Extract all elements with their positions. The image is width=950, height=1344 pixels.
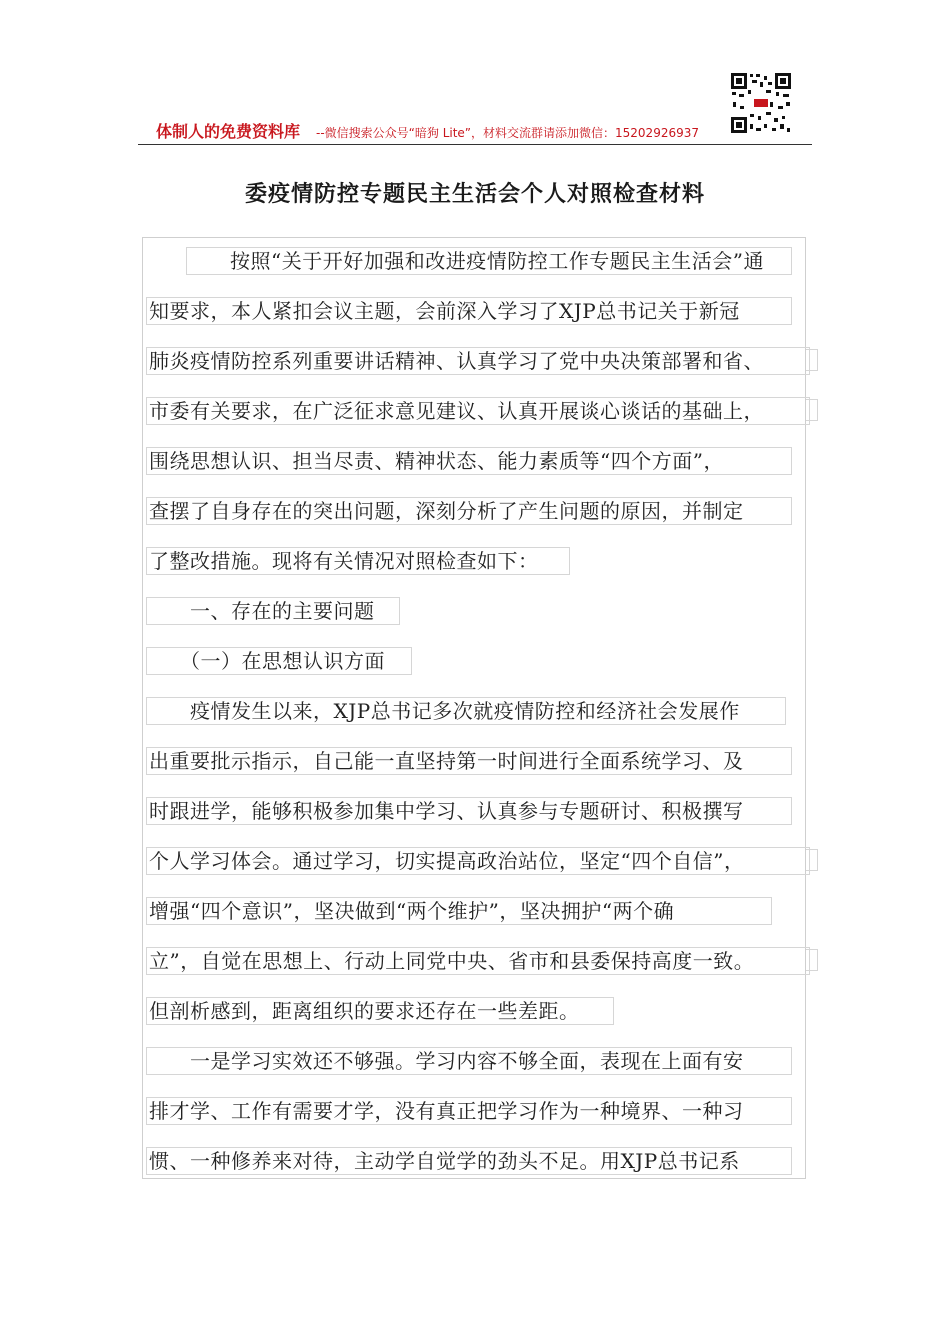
- body-line-7: 了整改措施。现将有关情况对照检查如下：: [146, 547, 570, 575]
- page-header: [138, 122, 812, 144]
- body-line-14: 但剖析感到，距离组织的要求还存在一些差距。: [146, 997, 614, 1025]
- section-heading-1: 一、存在的主要问题: [146, 597, 400, 625]
- body-line-11: 个人学习体会。通过学习，切实提高政治站位，坚定“四个自信”，: [146, 847, 810, 875]
- body-line-17: 惯、一种修养来对待，主动学自觉学的劲头不足。用XJP总书记系: [146, 1147, 792, 1175]
- margin-tick: [806, 949, 818, 971]
- body-line-13: 立”，自觉在思想上、行动上同党中央、省市和县委保持高度一致。: [146, 947, 810, 975]
- body-line-1: 按照“关于开好加强和改进疫情防控工作专题民主生活会”通: [186, 247, 792, 275]
- section-heading-1-1: （一）在思想认识方面: [146, 647, 412, 675]
- body-line-16: 排才学、工作有需要才学，没有真正把学习作为一种境界、一种习: [146, 1097, 792, 1125]
- margin-tick: [806, 849, 818, 871]
- margin-tick: [806, 399, 818, 421]
- body-line-15: 一是学习实效还不够强。学习内容不够全面，表现在上面有安: [146, 1047, 792, 1075]
- body-line-3: 肺炎疫情防控系列重要讲话精神、认真学习了党中央决策部署和省、: [146, 347, 810, 375]
- body-line-2: 知要求，本人紧扣会议主题，会前深入学习了XJP总书记关于新冠: [146, 297, 792, 325]
- header-brand: 体制人的免费资料库: [156, 122, 301, 141]
- document-title: 委疫情防控专题民主生活会个人对照检查材料: [244, 182, 705, 207]
- body-line-9: 出重要批示指示，自己能一直坚持第一时间进行全面系统学习、及: [146, 747, 792, 775]
- body-line-6: 查摆了自身存在的突出问题，深刻分析了产生问题的原因，并制定: [146, 497, 792, 525]
- margin-tick: [806, 349, 818, 371]
- body-line-8: 疫情发生以来，XJP总书记多次就疫情防控和经济社会发展作: [146, 697, 786, 725]
- header-divider: [138, 144, 812, 145]
- header-info: --微信搜索公众号“暗狗 Lite”，材料交流群请添加微信：15202926937: [316, 126, 699, 140]
- body-line-4: 市委有关要求，在广泛征求意见建议、认真开展谈心谈话的基础上，: [146, 397, 810, 425]
- body-line-5: 围绕思想认识、担当尽责、精神状态、能力素质等“四个方面”，: [146, 447, 792, 475]
- body-line-12: 增强“四个意识”，坚决做到“两个维护”，坚决拥护“两个确: [146, 897, 772, 925]
- body-line-10: 时跟进学，能够积极参加集中学习、认真参与专题研讨、积极撰写: [146, 797, 792, 825]
- qr-code-icon: [730, 72, 792, 134]
